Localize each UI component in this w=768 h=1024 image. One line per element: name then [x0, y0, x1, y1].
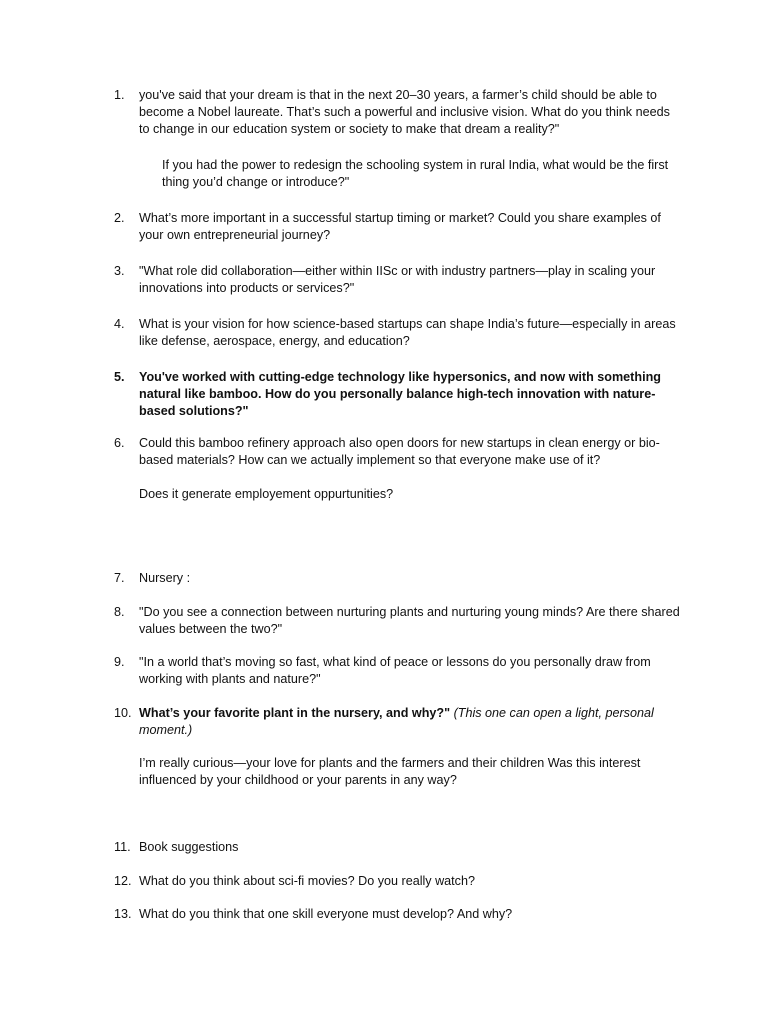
question-7	[114, 570, 680, 587]
question-number: 6.	[114, 436, 125, 450]
question-text: Could this bamboo refinery approach also open doors for new startups in clean energy or bio-based materials? How can we actually implement so that everyone make use of it?	[139, 436, 660, 467]
question-number: 9.	[114, 655, 125, 669]
question-11	[114, 839, 680, 856]
question-text: What do you think that one skill everyone must develop? And why?	[139, 907, 513, 921]
question-number: 2.	[114, 211, 125, 225]
question-number: 7.	[114, 571, 125, 585]
question-9	[114, 654, 680, 688]
question-13	[114, 906, 680, 923]
question-number: 5.	[114, 370, 125, 384]
followup-q6: Does it generate employement oppurtunities?	[139, 487, 394, 501]
question-number: 1.	[114, 88, 125, 102]
question-4	[114, 316, 680, 350]
question-12	[114, 873, 680, 890]
followup-q1: If you had the power to redesign the schooling system in rural India, what would be the first thing you’d change or introduce?"	[162, 158, 669, 189]
question-number: 13.	[114, 907, 132, 921]
question-text: Book suggestions	[139, 840, 239, 854]
question-text: "Do you see a connection between nurturing plants and nurturing young minds? Are there shared values between the two?"	[139, 605, 680, 636]
question-3	[114, 263, 680, 297]
question-number: 3.	[114, 264, 125, 278]
question-text: What do you think about sci-fi movies? Do you really watch?	[139, 874, 475, 888]
question-text: Nursery :	[139, 571, 191, 585]
followup-q10: I’m really curious—your love for plants and the farmers and their children Was this interest influenced by your childhood or your parents in any way?	[139, 756, 641, 787]
question-5	[114, 369, 680, 420]
question-text-note: (This one can open a light, personal moment.)	[139, 706, 654, 737]
question-text: you've said that your dream is that in the next 20–30 years, a farmer’s child should be able to become a Nobel laureate. That’s such a powerful and inclusive vision. What do you think needs to change in our education system or society to make that dream a reality?"	[139, 88, 670, 136]
question-text: You've worked with cutting-edge technology like hypersonics, and now with something natural like bamboo. How do you personally balance high-tech innovation with nature-based solutions?"	[139, 370, 661, 418]
question-text: What’s more important in a successful startup timing or market? Could you share examples of your own entrepreneurial journey?	[139, 211, 661, 242]
question-text	[139, 705, 680, 739]
question-6	[114, 435, 680, 469]
question-number: 10.	[114, 706, 132, 720]
question-text: "What role did collaboration—either within IISc or with industry partners—play in scaling your innovations into products or services?"	[139, 264, 656, 295]
question-number: 11.	[114, 840, 131, 854]
question-text-bold: What’s your favorite plant in the nursery, and why?"	[139, 706, 451, 720]
question-number: 4.	[114, 317, 125, 331]
question-10	[114, 705, 680, 739]
question-8	[114, 604, 680, 638]
question-1	[114, 87, 680, 138]
question-2	[114, 210, 680, 244]
question-text: "In a world that’s moving so fast, what kind of peace or lessons do you personally draw from working with plants and nature?"	[139, 655, 651, 686]
question-number: 12.	[114, 874, 132, 888]
question-text: What is your vision for how science-based startups can shape India’s future—especially in areas like defense, aerospace, energy, and education?	[139, 317, 676, 348]
question-number: 8.	[114, 605, 125, 619]
